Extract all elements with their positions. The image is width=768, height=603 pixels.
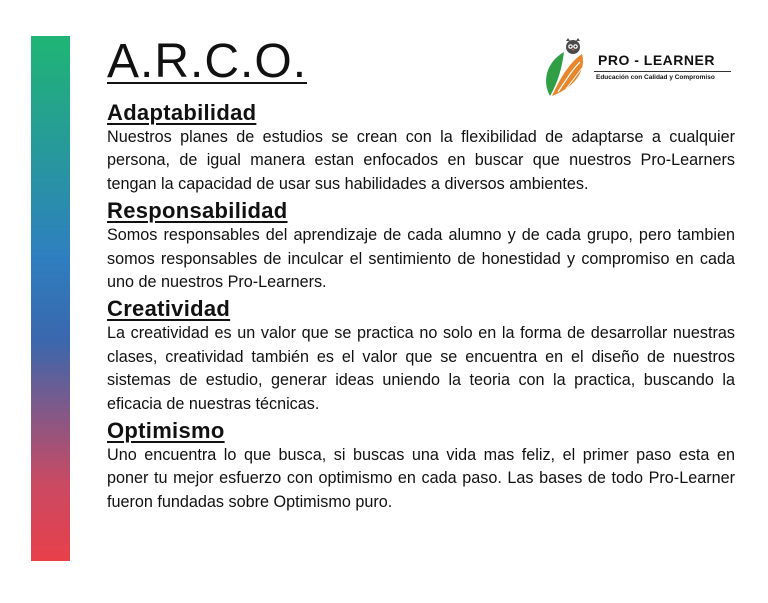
brand-tagline: Educación con Calidad y Compromiso bbox=[596, 74, 715, 81]
section-text: Somos responsables del aprendizaje de cada alumno y de cada grupo, pero tambien somos responsables de inculcar el sentimiento de honestidad y compromiso en cada uno de nuestros Pro-Learners. bbox=[107, 226, 735, 292]
page-title: A.R.C.O. bbox=[107, 35, 308, 88]
section-heading: Responsabilidad bbox=[107, 198, 288, 224]
pro-learner-logo bbox=[540, 38, 740, 100]
owl-leaf-icon bbox=[540, 38, 596, 100]
section-adaptabilidad bbox=[107, 100, 735, 196]
section-heading: Optimismo bbox=[107, 418, 225, 444]
brand-divider bbox=[594, 71, 731, 72]
section-creatividad bbox=[107, 296, 735, 416]
values-content bbox=[107, 100, 735, 516]
brand-name: PRO - LEARNER bbox=[598, 52, 715, 68]
section-text: La creatividad es un valor que se practica no solo en la forma de desarrollar nuestras clases, creatividad también es el valor que se encuentra en el diseño de nuestros sistemas de estudio, generar ideas uniendo la teoria con la practica, buscando la eficacia de nuestras técnicas. bbox=[107, 324, 735, 413]
gradient-side-bar bbox=[31, 36, 70, 561]
section-heading: Creatividad bbox=[107, 296, 231, 322]
section-optimismo bbox=[107, 418, 735, 514]
section-text: Nuestros planes de estudios se crean con la flexibilidad de adaptarse a cualquier persona, de igual manera estan enfocados en buscar que nuestros Pro-Learners tengan la capacidad de usar sus habilidades a diversos ambientes. bbox=[107, 128, 735, 193]
section-heading: Adaptabilidad bbox=[107, 100, 257, 125]
section-text: Uno encuentra lo que busca, si buscas una vida mas feliz, el primer paso esta en poner tu mejor esfuerzo con optimismo en cada paso. Las bases de todo Pro-Learner fueron fundadas sobre Optimismo puro. bbox=[107, 446, 735, 511]
section-responsabilidad bbox=[107, 198, 735, 294]
